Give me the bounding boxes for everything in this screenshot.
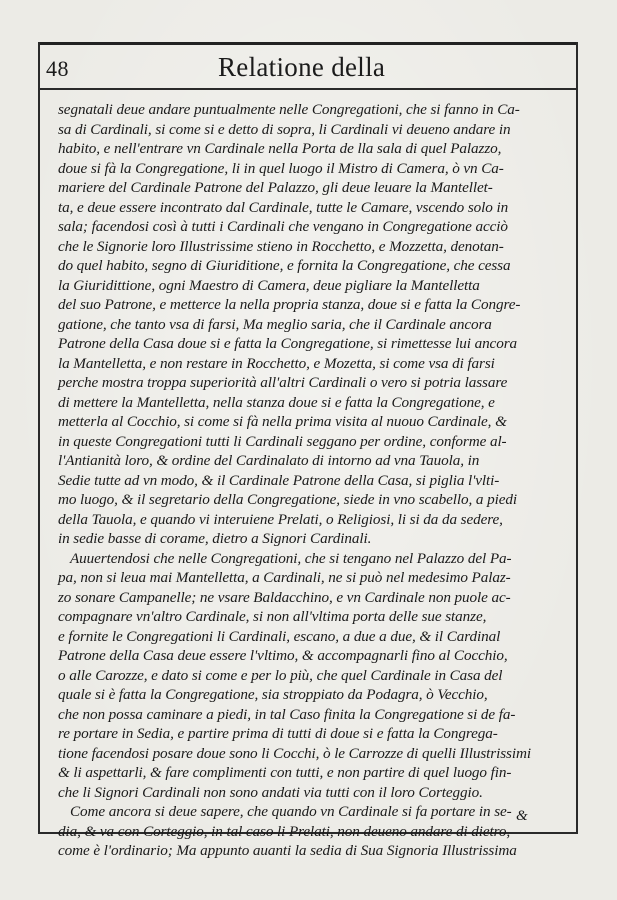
text-line: pa, non si leua mai Mantelletta, a Cardinali, ne si può nel medesimo Palaz- <box>58 569 511 586</box>
text-line: Come ancora si deue sapere, che quando vn Cardinale si fa portare in se- <box>70 803 512 820</box>
text-line: del suo Patrone, e metterce la nella propria stanza, doue si e fatta la Congre- <box>58 296 521 313</box>
text-line: perche mostra troppa superiorità all'altri Cardinali o vero si potria lassare <box>58 374 508 391</box>
text-line: sala; facendosi così à tutti i Cardinali che vengano in Congregatione acciò <box>58 218 508 235</box>
top-border-rule <box>38 42 578 45</box>
text-line: mariere del Cardinale Patrone del Palazzo, gli deue leuare la Mantellet- <box>58 179 493 196</box>
right-border-rule <box>576 42 578 832</box>
text-line: che non possa caminare a piedi, in tal Caso finita la Congregatione si de fa- <box>58 705 516 723</box>
text-line: Auuertendosi che nelle Congregationi, che si tengano nel Palazzo del Pa- <box>70 549 512 567</box>
text-line: che le Signorie loro Illustrissime stieno in Rocchetto, e Mozzetta, denotan- <box>58 237 504 255</box>
catchword: & <box>516 808 528 824</box>
text-line: dia, & va con Corteggio, in tal caso li Prelati, non deueno andare di dietro, <box>58 822 511 840</box>
text-line: in queste Congregationi tutti li Cardinali seggano per ordine, conforme al- <box>58 432 507 450</box>
text-line: Patrone della Casa deue essere l'vltimo, & accompagnarli fino al Cocchio, <box>58 647 508 664</box>
text-line: & li aspettarli, & fare complimenti con tutti, e non partire di quel luogo fin- <box>58 764 512 781</box>
text-line: e fornite le Congregationi li Cardinali, escano, a due a due, & il Cardinal <box>58 627 501 645</box>
header-rule <box>38 88 578 90</box>
text-line: segnatali deue andare puntualmente nelle Congregationi, che si fanno in Ca- <box>58 101 520 118</box>
text-line: l'Antianità loro, & ordine del Cardinalato di intorno ad vna Tauola, in <box>58 452 480 469</box>
text-line: mo luogo, & il segretario della Congregatione, siede in vno scabello, a piedi <box>58 491 517 508</box>
text-line: la Mantelletta, e non restare in Rocchetto, e Mozetta, si come vsa di farsi <box>58 354 495 372</box>
text-line: habito, e nell'entrare vn Cardinale nella Porta de lla sala di quel Palazzo, <box>58 140 502 157</box>
text-line: tione facendosi posare doue sono li Cocchi, ò le Carrozze di quelli Illustrissimi <box>58 744 531 762</box>
text-line: doue si fà la Congregatione, li in quel luogo il Mistro di Camera, ò vn Ca- <box>58 159 504 177</box>
text-line: metterla al Cocchio, si come si fà nella prima visita al nuouo Cardinale, & <box>58 413 507 430</box>
text-line: ta, e deue essere incontrato dal Cardinale, tutte le Camare, vscendo solo in <box>58 198 509 216</box>
text-line: re portare in Sedia, e partire prima di tutti di doue si e fatta la Congrega- <box>58 725 498 742</box>
text-line: Patrone della Casa doue si e fatta la Congregatione, si rimettesse lui ancora <box>58 335 517 352</box>
text-line: zo sonare Campanelle; ne vsare Baldacchino, e vn Cardinale non puole ac- <box>58 588 511 606</box>
text-line: Sedie tutte ad vn modo, & il Cardinale Patrone della Casa, si piglia l'vlti- <box>58 471 500 489</box>
text-line: che li Signori Cardinali non sono andati via tutti con il loro Corteggio. <box>58 783 483 801</box>
text-line: do quel habito, segno di Giuriditione, e fornita la Congregatione, che cessa <box>58 257 511 274</box>
text-line: sa di Cardinali, si come si e detto di sopra, li Cardinali vi deueno andare in <box>58 120 511 138</box>
body-text <box>58 100 563 861</box>
text-line: della Tauola, e quando vi interuiene Prelati, o Religiosi, li si da da sedere, <box>58 510 503 528</box>
text-line: o alle Carozze, e dato si come e per lo più, che quel Cardinale in Casa del <box>58 666 503 684</box>
text-line: quale si è fatta la Congregatione, sia stroppiato da Podagra, ò Vecchio, <box>58 686 488 703</box>
text-line: gatione, che tanto vsa di farsi, Ma meglio saria, che il Cardinale ancora <box>58 315 492 333</box>
text-line: come è l'ordinario; Ma appunto auanti la sedia di Sua Signoria Illustrissima <box>58 842 517 859</box>
left-border-rule <box>38 42 40 832</box>
page-number: 48 <box>46 56 69 81</box>
text-line: compagnare vn'altro Cardinale, si non all'vltima porta delle sue stanze, <box>58 608 487 625</box>
running-head: Relatione della <box>218 52 386 82</box>
text-line: in sedie basse di corame, dietro a Signori Cardinali. <box>58 530 372 547</box>
text-line: la Giuridittione, ogni Maestro di Camera, deue pigliare la Mantelletta <box>58 276 480 294</box>
text-line: di mettere la Mantelletta, nella stanza doue si e fatta la Congregatione, e <box>58 393 495 411</box>
